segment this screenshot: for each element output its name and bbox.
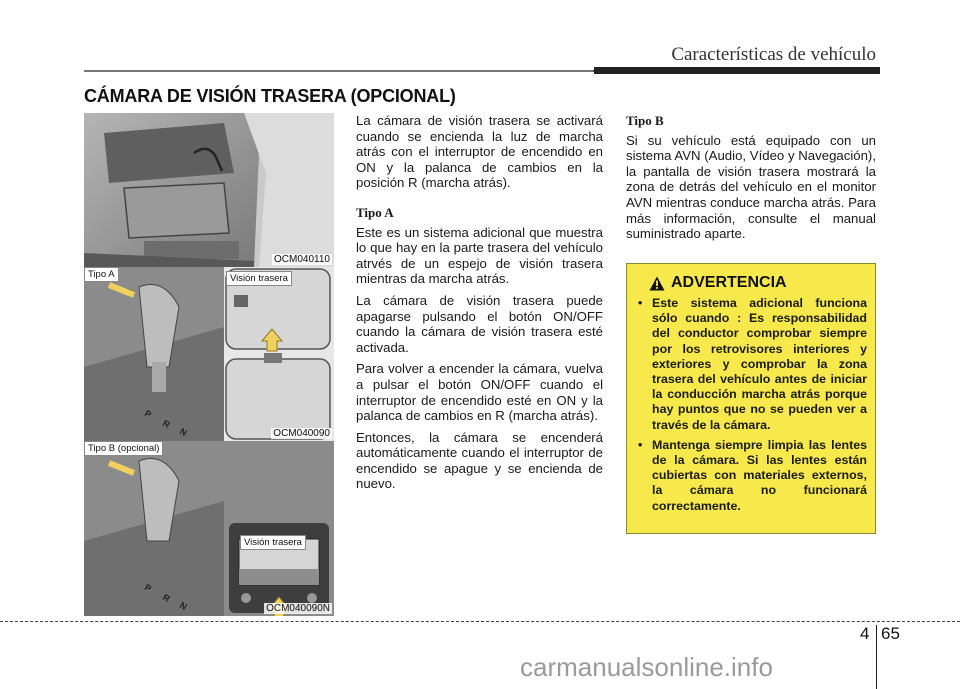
warning-header — [649, 274, 787, 292]
footer-rule — [0, 621, 960, 622]
chapter-number: 4 — [860, 624, 870, 643]
figure-code: OCM040090N — [266, 603, 330, 614]
heading-tipo-a: Tipo A — [356, 204, 394, 220]
intro-paragraph: La cámara de visión trasera se activará cuando se encienda la luz de marcha atrás con el interruptor de encendido en ON y la palanca de cambios en la posición R (marcha atrás). — [356, 113, 603, 191]
label-vision-trasera: Visión trasera — [240, 535, 306, 550]
warning-item — [637, 438, 867, 514]
tipo-a-paragraph: Entonces, la cámara se encenderá automáticamente cuando el interruptor de encendido se apague y se encienda de nuevo. — [356, 429, 603, 492]
tipo-a-paragraph: Para volver a encender la cámara, vuelva a pulsar el botón ON/OFF cuando el interruptor de encendido esté en ON y la palanca de cambios en R (marcha atrás). — [356, 361, 603, 424]
rear-vehicle-illustration — [84, 113, 334, 267]
svg-text:N: N — [178, 426, 189, 438]
gear-lever-avn-illustration — [84, 441, 334, 616]
text-column-2 — [626, 113, 876, 248]
header-rule-accent — [594, 67, 880, 74]
gear-lever-mirror-illustration — [84, 267, 334, 441]
warning-list — [637, 296, 867, 519]
text-column-1 — [356, 113, 603, 498]
warning-triangle-icon — [649, 276, 665, 291]
page-number: 65 — [881, 624, 900, 643]
page-number-divider — [876, 625, 877, 689]
bullet-icon: • — [638, 296, 643, 310]
watermark: carmanualsonline.info — [520, 652, 773, 682]
heading-tipo-b: Tipo B — [626, 113, 664, 128]
figure-code: OCM040090 — [273, 428, 330, 439]
svg-text:N: N — [178, 600, 189, 612]
warning-item — [637, 296, 867, 433]
warning-title: ADVERTENCIA — [671, 274, 787, 291]
header-title: Características de vehículo — [671, 44, 876, 65]
tipo-a-paragraph: Este es un sistema adicional que muestra lo que hay en la parte trasera del vehículo atrvés de un espejo de visión trasera mientras da marcha atrás. — [356, 224, 603, 287]
figure-tipo-b — [84, 441, 334, 616]
tipo-a-paragraph: La cámara de visión trasera puede apagarse pulsando el botón ON/OFF cuando la cámara de visión trasera esté activada. — [356, 292, 603, 355]
tipo-b-paragraph: Si su vehículo está equipado con un sistema AVN (Audio, Vídeo y Navegación), la pantalla de visión trasera mostrará la zona de detrás del vehículo en el monitor AVN mientras conduce marcha atrás. Para más información, consulte el manual suministrado aparte. — [626, 132, 876, 242]
figure-code: OCM040110 — [274, 254, 330, 265]
warning-box — [626, 263, 876, 534]
bullet-icon: • — [638, 437, 643, 452]
figure-tipo-a — [84, 267, 334, 441]
label-tipo-a: Tipo A — [84, 267, 119, 282]
svg-text:P: P — [143, 582, 154, 594]
figure-rear-vehicle — [84, 113, 334, 267]
warning-item-text: Mantenga siempre limpia las lentes de la cámara. Si las lentes están cubiertas con materiales externos, la cámara no funcionará correctamente. — [652, 437, 867, 513]
section-title: CÁMARA DE VISIÓN TRASERA (OPCIONAL) — [84, 86, 456, 106]
svg-text:R: R — [161, 418, 172, 430]
label-vision-trasera: Visión trasera — [226, 271, 292, 286]
label-tipo-b: Tipo B (opcional) — [84, 441, 163, 456]
svg-text:R: R — [161, 592, 172, 604]
warning-item-text: Este sistema adicional funciona sólo cuando : Es responsabilidad del conductor comprobar siempre por los retrovisores interiores y exteriores y comprobar la zona trasera del vehículo antes de iniciar la conducción marcha atrás porque hay puntos que no se pueden ver a través de la cámara. — [652, 296, 867, 432]
svg-text:P: P — [143, 408, 154, 420]
